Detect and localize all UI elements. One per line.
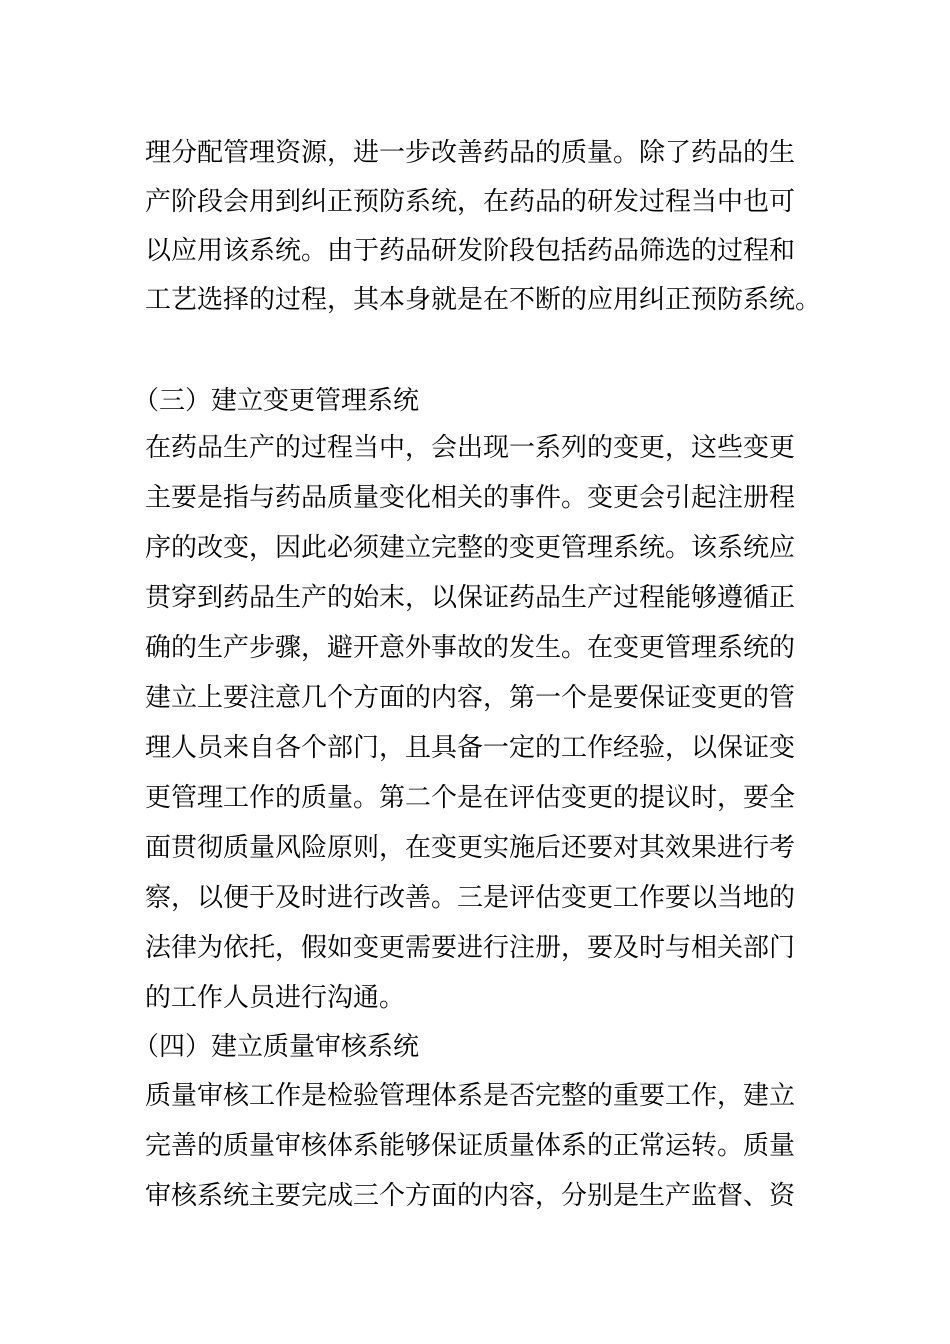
paragraph-line: 完善的质量审核体系能够保证质量体系的正常运转。质量 <box>145 1131 796 1161</box>
section-heading-4: （四）建立质量审核系统 <box>133 1032 420 1062</box>
paragraph-line: 理人员来自各个部门，且具备一定的工作经验，以保证变 <box>145 733 796 763</box>
paragraph-line: 以应用该系统。由于药品研发阶段包括药品筛选的过程和 <box>145 236 796 266</box>
paragraph-line: 法律为依托，假如变更需要进行注册，要及时与相关部门 <box>145 933 796 963</box>
paragraph-line: 质量审核工作是检验管理体系是否完整的重要工作，建立 <box>145 1081 796 1111</box>
paragraph-line: 察，以便于及时进行改善。三是评估变更工作要以当地的 <box>145 883 796 913</box>
paragraph-line: 更管理工作的质量。第二个是在评估变更的提议时，要全 <box>145 783 796 813</box>
paragraph-line: 的工作人员进行沟通。 <box>145 983 406 1013</box>
paragraph-line: 理分配管理资源，进一步改善药品的质量。除了药品的生 <box>145 138 796 168</box>
paragraph-line: 确的生产步骤，避开意外事故的发生。在变更管理系统的 <box>145 633 796 663</box>
paragraph-line: 产阶段会用到纠正预防系统，在药品的研发过程当中也可 <box>145 187 796 217</box>
paragraph-line: 工艺选择的过程，其本身就是在不断的应用纠正预防系统。 <box>145 285 822 315</box>
paragraph-line: 面贯彻质量风险原则，在变更实施后还要对其效果进行考 <box>145 833 796 863</box>
paragraph-line: 序的改变，因此必须建立完整的变更管理系统。该系统应 <box>145 533 796 563</box>
paragraph-line: 在药品生产的过程当中，会出现一系列的变更，这些变更 <box>145 433 796 463</box>
paragraph-line: 建立上要注意几个方面的内容，第一个是要保证变更的管 <box>145 683 796 713</box>
paragraph-line: 审核系统主要完成三个方面的内容，分别是生产监督、资 <box>145 1181 796 1211</box>
paragraph-line: 贯穿到药品生产的始末，以保证药品生产过程能够遵循正 <box>145 583 796 613</box>
section-heading-3: （三）建立变更管理系统 <box>133 386 420 416</box>
paragraph-line: 主要是指与药品质量变化相关的事件。变更会引起注册程 <box>145 483 796 513</box>
